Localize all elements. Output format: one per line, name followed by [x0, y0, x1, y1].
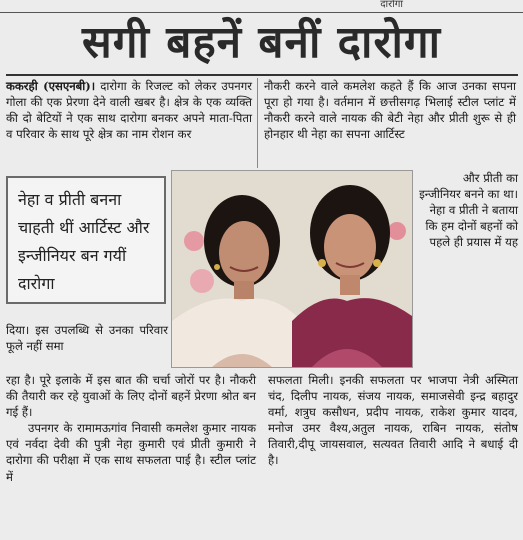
column-divider — [257, 78, 258, 168]
body-right-top: नौकरी करने वाले कमलेश कहते हैं कि आज उनका सपना पूरा हो गया है। वर्तमान में छत्तीसगढ़ भिलाई स्टील प्लांट में नौकरी करने वाले नायक की बेटी नेहा और प्रीती शुरू से ही होनहार थी नेहा का सपना आर्टिस्ट — [264, 79, 516, 142]
body-left-wrap: दिया। इस उपलब्धि से उनका परिवार फूले नहीं समा — [6, 323, 168, 354]
two-women-portrait-icon — [171, 170, 413, 368]
column-right-wrap — [418, 170, 518, 250]
body-right-wrap: और प्रीती का इन्जीनियर बनने का था। नेहा व प्रीती ने बताया कि हम दोनों बहनों को पहले ही प्रयास में यह — [419, 171, 518, 250]
body-left-bottom-2: उपनगर के रामामऊगांव निवासी कमलेश कुमार नायक एवं नर्वदा देवी की पुत्री नेहा कुमारी एवं प्रीती कुमारी ने दारोगा की परीक्षा में एक साथ सफलता पाई है। स्टील प्लांट में — [6, 421, 256, 484]
top-clip — [0, 0, 523, 13]
column-right-bottom — [268, 372, 518, 469]
dateline: ककरही (एसएनबी)। — [6, 79, 96, 93]
headline-rule — [6, 74, 518, 76]
body-right-bottom: सफलता मिली। इनकी सफलता पर भाजपा नेत्री अस्मिता चंद, दिलीप नायक, संजय नायक, समाजसेवी इन्द्र बहादुर वर्मा, शत्रुघ कसौधन, प्रदीप नायक, राकेश कुमार यादव, मनोज उमर वैश्य,अतुल नायक, राबिन नायक, संतोष तिवारी,दीपू जायसवाल, सत्यवत तिवारी आदि ने बधाई दी है। — [268, 373, 518, 468]
pull-quote: नेहा व प्रीती बनना चाहती थीं आर्टिस्ट और इन्जीनियर बन गयीं दारोगा — [6, 176, 166, 304]
column-left-bottom — [6, 372, 256, 485]
column-left-wrap — [6, 322, 168, 354]
portrait-illustration — [172, 171, 412, 367]
top-clip-text: दारोगा — [380, 0, 403, 10]
column-left-top — [6, 78, 252, 142]
column-right-top — [264, 78, 516, 142]
headline: सगी बहनें बनीं दारोगा — [81, 17, 442, 68]
body-left-top: दारोगा के रिजल्ट को लेकर उपनगर गोला की एक प्रेरणा देने वाली खबर है। क्षेत्र के एक व्यक्ति की दो बेटियों ने एक साथ दारोगा बनकर अपने माता-पिता व परिवार के साथ पूरे क्षेत्र का नाम रोशन कर — [6, 79, 252, 142]
body-left-bottom-1: रहा है। पूरे इलाके में इस बात की चर्चा जोरों पर है। नौकरी की तैयारी कर रहे युवाओं के लिए दोनों बहनें प्रेरणा श्रोत बन गई हैं। — [6, 373, 256, 420]
